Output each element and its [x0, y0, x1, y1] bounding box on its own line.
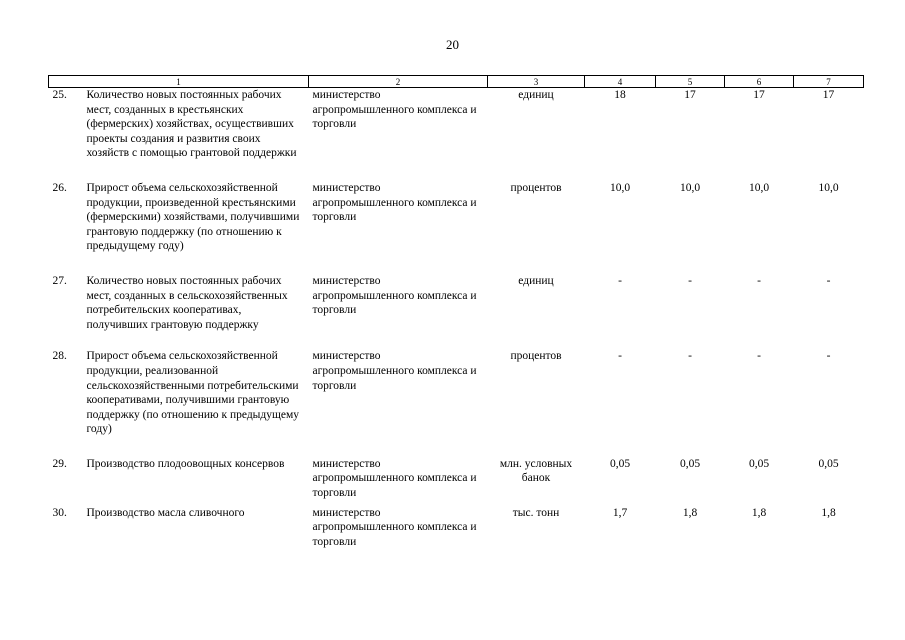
- responsible-executor: министерство агропромышленного комплекса и торговли: [312, 89, 477, 131]
- value-col-7: -: [826, 274, 831, 287]
- table-row: [49, 349, 864, 457]
- value-col-5: 17: [684, 89, 696, 101]
- responsible-executor: министерство агропромышленного комплекса и торговли: [312, 457, 477, 500]
- value-col-4: 18: [614, 89, 626, 101]
- value-col-7: 10,0: [818, 181, 839, 194]
- table-row: [49, 274, 864, 349]
- column-header-5: 5: [656, 76, 725, 88]
- value-col-6: 0,05: [748, 457, 770, 470]
- unit-of-measure: процентов: [510, 350, 562, 363]
- table-row: [49, 181, 864, 274]
- value-col-7: 1,8: [821, 506, 836, 519]
- value-col-6: 10,0: [748, 181, 770, 194]
- column-header-2: 2: [309, 76, 488, 88]
- row-number: 27.: [52, 274, 67, 287]
- indicator-name: Количество новых постоянных рабочих мест, созданных в сельскохозяйственных потребительских кооперативах, получивших грантовую поддержку: [86, 274, 288, 331]
- indicator-name: Прирост объема сельскохозяйственной продукции, произведенной крестьянскими (фермерскими) хозяйствами, получившими грантовую поддержку (по отношению к предыдущему году): [86, 181, 300, 253]
- unit-of-measure: единиц: [518, 274, 554, 287]
- responsible-executor: министерство агропромышленного комплекса и торговли: [312, 181, 477, 224]
- column-number-header-row: [49, 76, 864, 88]
- value-col-5: 1,8: [682, 506, 698, 519]
- value-col-5: 0,05: [679, 457, 701, 470]
- column-header-4: 4: [585, 76, 656, 88]
- value-col-6: -: [757, 350, 761, 363]
- unit-of-measure: млн. условных банок: [499, 457, 573, 485]
- page-number: 20: [446, 37, 459, 52]
- responsible-executor: министерство агропромышленного комплекса и торговли: [312, 274, 477, 317]
- indicators-table: [48, 75, 864, 549]
- value-col-4: -: [618, 274, 622, 287]
- column-header-1: 1: [49, 76, 309, 88]
- indicator-name: Прирост объема сельскохозяйственной продукции, реализованной сельскохозяйственными потребительскими кооперативами, получившими грантовую поддержку (по отношению к предыдущему году): [86, 350, 299, 436]
- value-col-7: 0,05: [818, 457, 839, 470]
- unit-of-measure: единиц: [518, 89, 554, 101]
- value-col-7: 17: [822, 89, 835, 101]
- value-col-6: 1,8: [751, 506, 767, 519]
- responsible-executor: министерство агропромышленного комплекса и торговли: [312, 506, 477, 548]
- indicator-name: Производство масла сливочного: [86, 506, 245, 519]
- value-col-5: -: [688, 274, 692, 287]
- value-col-5: -: [688, 350, 692, 363]
- column-header-3: 3: [488, 76, 585, 88]
- column-header-6: 6: [725, 76, 794, 88]
- row-number: 26.: [52, 181, 67, 194]
- column-header-7: 7: [794, 76, 864, 88]
- indicator-name: Количество новых постоянных рабочих мест, созданных в крестьянских (фермерских) хозяйствах, осуществивших проекты создания и развития своих хозяйств с помощью грантовой поддержки: [86, 89, 297, 160]
- row-number: 30.: [52, 506, 67, 519]
- table-row: [49, 457, 864, 506]
- value-col-4: -: [618, 350, 622, 363]
- responsible-executor: министерство агропромышленного комплекса и торговли: [312, 350, 477, 392]
- value-col-6: 17: [753, 89, 765, 101]
- value-col-6: -: [757, 274, 761, 287]
- unit-of-measure: тыс. тонн: [512, 506, 560, 519]
- table-row: [49, 506, 864, 550]
- row-number: 29.: [52, 457, 67, 470]
- value-col-7: -: [826, 350, 831, 363]
- row-number: 25.: [52, 89, 67, 101]
- unit-of-measure: процентов: [510, 181, 562, 194]
- indicator-name: Производство плодоовощных консервов: [86, 457, 285, 470]
- value-col-4: 0,05: [609, 457, 631, 470]
- row-number: 28.: [52, 350, 67, 363]
- value-col-4: 1,7: [612, 506, 628, 519]
- value-col-4: 10,0: [609, 181, 631, 194]
- value-col-5: 10,0: [679, 181, 701, 194]
- table-row: [49, 88, 864, 181]
